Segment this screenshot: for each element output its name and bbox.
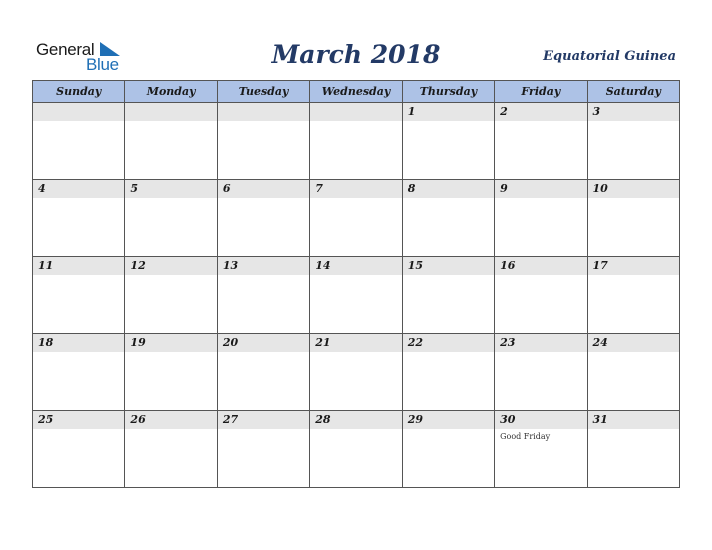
day-number-strip: [310, 257, 401, 275]
day-number: 15: [407, 259, 423, 272]
day-number-strip: [403, 103, 494, 121]
day-number-strip: [403, 411, 494, 429]
day-number-strip: [218, 257, 309, 275]
day-number: 10: [592, 182, 608, 195]
day-cell: [33, 257, 125, 334]
day-number-strip: [33, 180, 124, 198]
day-number: 16: [500, 259, 516, 272]
day-number-strip: [125, 180, 216, 198]
day-number-strip: [33, 411, 124, 429]
day-number-strip: [588, 180, 679, 198]
holiday-label: Good Friday: [500, 432, 551, 441]
day-number-strip: [125, 334, 216, 352]
day-number-strip: [588, 411, 679, 429]
day-number: 13: [222, 259, 239, 272]
week-row: [33, 103, 680, 180]
weekday-friday: Friday: [495, 81, 587, 103]
day-cell: [310, 103, 402, 180]
logo-general-text: General: [36, 40, 95, 59]
day-cell: [402, 411, 494, 488]
day-cell: [587, 103, 679, 180]
day-number-strip: [310, 411, 401, 429]
day-number-strip: [588, 334, 679, 352]
day-number: 31: [592, 413, 608, 426]
country-label: Equatorial Guinea: [543, 49, 676, 64]
day-number-strip: [218, 411, 309, 429]
day-number: 5: [130, 182, 139, 195]
day-number: 9: [500, 182, 508, 195]
day-cell: [402, 103, 494, 180]
day-number: 21: [315, 336, 331, 349]
day-number-strip: [310, 334, 401, 352]
day-cell: [495, 334, 587, 411]
day-number: 22: [407, 336, 423, 349]
day-number-strip: [403, 334, 494, 352]
day-number-strip: [495, 103, 586, 121]
day-cell: [310, 411, 402, 488]
day-cell: [217, 103, 309, 180]
logo-blue-text: Blue: [86, 55, 119, 74]
day-number-strip: [495, 334, 586, 352]
week-row: [33, 334, 680, 411]
day-cell: [402, 257, 494, 334]
day-number-strip: [495, 411, 586, 429]
day-cell: [33, 180, 125, 257]
day-cell: [310, 257, 402, 334]
day-number: 27: [222, 413, 239, 426]
day-number: 14: [315, 259, 331, 272]
day-cell: [495, 257, 587, 334]
day-number-strip: [588, 103, 679, 121]
day-number-strip: [403, 180, 494, 198]
day-number-strip: [218, 180, 309, 198]
weekday-wednesday: Wednesday: [310, 81, 402, 103]
day-cell: [587, 334, 679, 411]
day-cell: [495, 411, 587, 488]
day-number: 25: [38, 413, 54, 426]
day-cell: [217, 334, 309, 411]
day-cell: [495, 103, 587, 180]
day-number-strip: [125, 103, 216, 121]
day-number: 1: [407, 105, 416, 118]
day-cell: [33, 334, 125, 411]
day-cell: [217, 180, 309, 257]
calendar-grid: [32, 80, 680, 488]
day-number-strip: [125, 257, 216, 275]
weekday-saturday: Saturday: [587, 81, 679, 103]
day-number: 28: [315, 413, 331, 426]
day-number: 12: [130, 259, 146, 272]
day-cell: [402, 180, 494, 257]
day-cell: [310, 180, 402, 257]
week-row: [33, 411, 680, 488]
day-cell: [125, 180, 217, 257]
week-row: [33, 257, 680, 334]
day-cell: [125, 257, 217, 334]
day-cell: [125, 103, 217, 180]
day-cell: [587, 411, 679, 488]
day-cell: [217, 411, 309, 488]
day-number: 26: [130, 413, 146, 426]
day-number-strip: [33, 103, 124, 121]
day-cell: [217, 257, 309, 334]
day-number-strip: [495, 180, 586, 198]
day-cell: [402, 334, 494, 411]
day-number-strip: [218, 103, 309, 121]
day-number: 7: [315, 182, 323, 195]
day-number: 29: [407, 413, 423, 426]
day-cell: [587, 180, 679, 257]
day-cell: [125, 334, 217, 411]
day-number-strip: [125, 411, 216, 429]
weekday-monday: Monday: [125, 81, 217, 103]
day-number-strip: [33, 257, 124, 275]
day-number-strip: [495, 257, 586, 275]
day-number-strip: [33, 334, 124, 352]
day-number: 18: [38, 336, 54, 349]
page-title: March 2018: [271, 40, 441, 69]
day-number-strip: [218, 334, 309, 352]
day-number-strip: [588, 257, 679, 275]
day-number-strip: [310, 103, 401, 121]
day-cell: [125, 411, 217, 488]
day-number: 24: [592, 336, 608, 349]
day-cell: [310, 334, 402, 411]
day-number: 6: [222, 182, 231, 195]
day-number: 20: [222, 336, 239, 349]
day-number-strip: [403, 257, 494, 275]
day-cell: [33, 411, 125, 488]
weekday-tuesday: Tuesday: [217, 81, 309, 103]
day-number: 11: [38, 259, 54, 272]
day-number: 17: [592, 259, 608, 272]
day-cell: [495, 180, 587, 257]
day-number: 2: [500, 105, 508, 118]
weekday-thursday: Thursday: [402, 81, 494, 103]
week-row: [33, 180, 680, 257]
day-cell: [33, 103, 125, 180]
day-number: 3: [592, 105, 601, 118]
day-number: 19: [130, 336, 146, 349]
weekday-header-row: [33, 81, 680, 103]
day-number: 4: [38, 182, 46, 195]
day-number: 8: [407, 182, 416, 195]
weekday-sunday: Sunday: [33, 81, 125, 103]
day-number-strip: [310, 180, 401, 198]
day-number: 30: [500, 413, 516, 426]
day-cell: [587, 257, 679, 334]
day-number: 23: [500, 336, 516, 349]
